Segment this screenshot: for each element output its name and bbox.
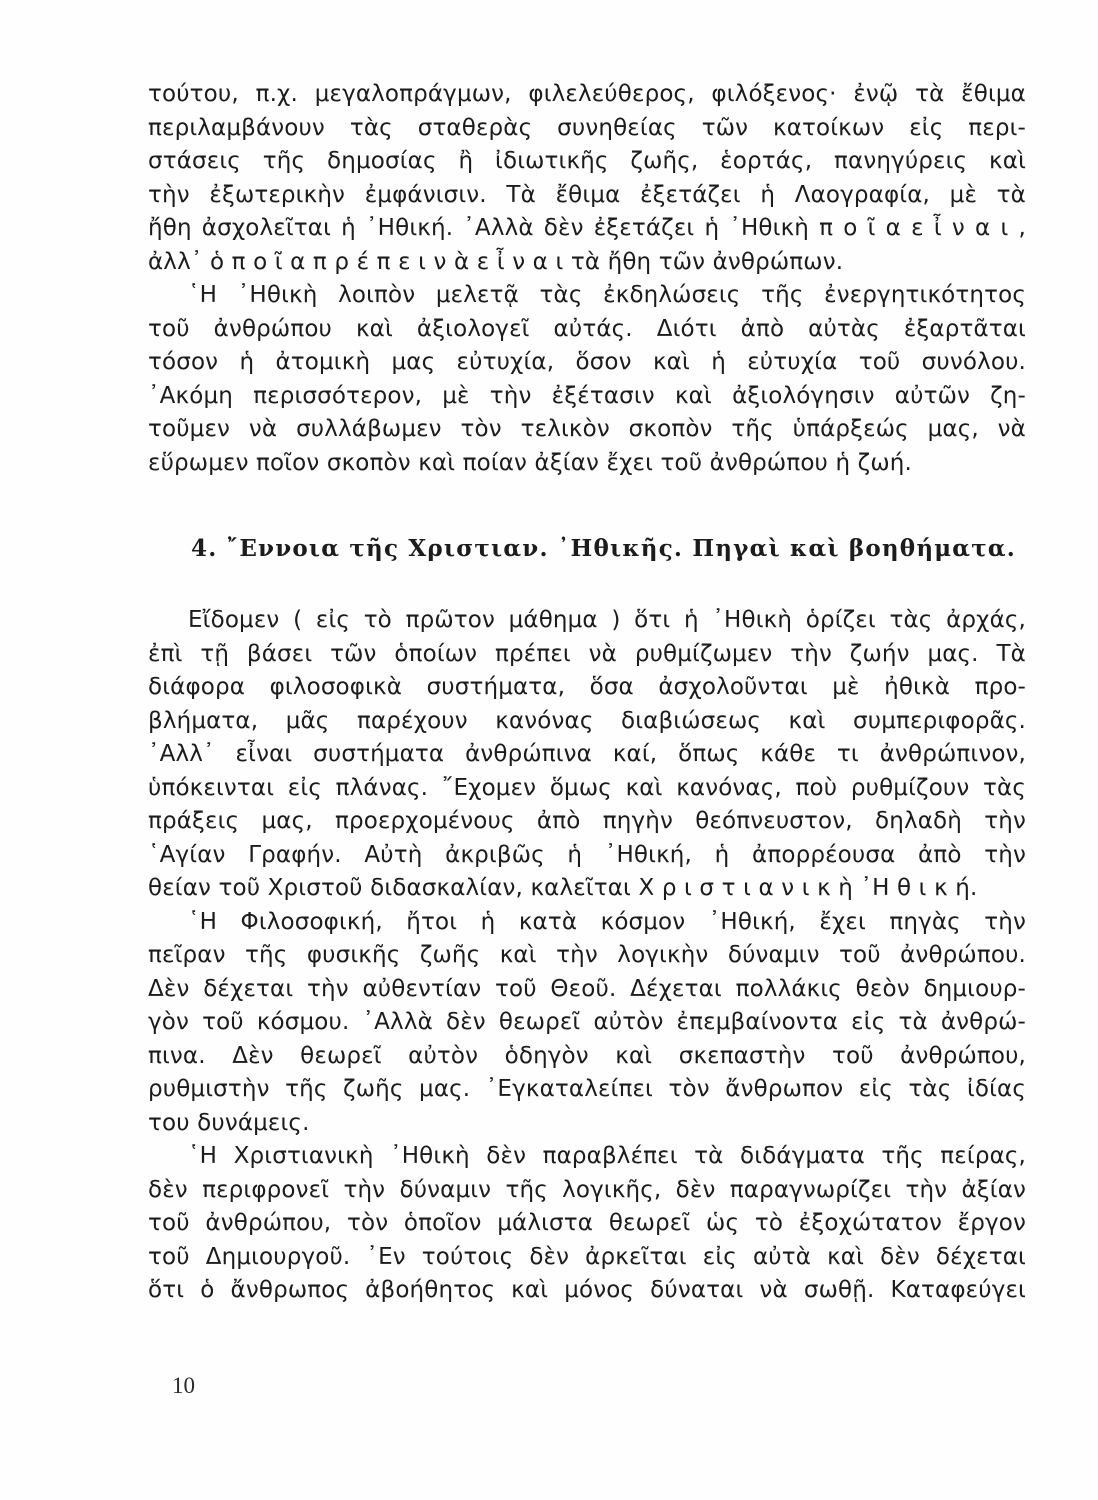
text-line: διάφορα φιλοσοφικὰ συστήματα, ὅσα ἀσχολοῦνται μὲ ἠθικὰ προ- xyxy=(148,674,1026,700)
text-line: στάσεις τῆς δημοσίας ἢ ἰδιωτικῆς ζωῆς, ἑορτάς, πανηγύρεις καὶ xyxy=(148,148,1026,174)
text-line: τοῦ ἀνθρώπου καὶ ἀξιολογεῖ αὐτάς. Διότι ἀπὸ αὐτὰς ἐξαρτᾶται xyxy=(148,315,1026,342)
paragraph-2 xyxy=(148,906,1026,1141)
text-line: ὅτι ὁ ἄνθρωπος ἀβοήθητος καὶ μόνος δύναται νὰ σωθῇ. Καταφεύγει xyxy=(148,1277,1026,1303)
text-line: ᾿Αλλ᾿ εἶναι συστήματα ἀνθρώπινα καί, ὅπως κάθε τι ἀνθρώπινον, xyxy=(148,741,1026,767)
section-heading-block xyxy=(148,532,1026,566)
text-line: δὲν περιφρονεῖ τὴν δύναμιν τῆς λογικῆς, δὲν παραγνωρίζει τὴν ἀξίαν xyxy=(148,1176,1026,1203)
text-line: ῾Η Φιλοσοφική, ἤτοι ἡ κατὰ κόσμον ᾿Ηθική, ἔχει πηγὰς τὴν xyxy=(188,908,1026,935)
paragraph-1 xyxy=(148,604,1026,906)
text-line: τοῦ ἀνθρώπου, τὸν ὁποῖον μάλιστα θεωρεῖ ὡς τὸ ἐξοχώτατον ἔργον xyxy=(148,1210,1026,1236)
text-line: ρυθμιστὴν τῆς ζωῆς μας. ᾿Εγκαταλείπει τὸν ἄνθρωπον εἰς τὰς ἰδίας xyxy=(148,1076,1026,1102)
text-line: τούτου, π.χ. μεγαλοπράγμων, φιλελεύθερος, φιλόξενος· ἐνῷ τὰ ἔθιμα xyxy=(148,81,1026,107)
page-number: 10 xyxy=(172,1373,195,1398)
text-line: τοῦ Δημιουργοῦ. ᾿Εν τούτοις δὲν ἀρκεῖται εἰς αὐτὰ καὶ δὲν δέχεται xyxy=(148,1243,1026,1270)
section-heading: 4. ῎Εννοια τῆς Χριστιαν. ᾿Ηθικῆς. Πηγαὶ καὶ βοηθήματα. xyxy=(191,535,1016,562)
text-line: ἐπὶ τῇ βάσει τῶν ὁποίων πρέπει νὰ ρυθμίζωμεν τὴν ζωήν μας. Τὰ xyxy=(148,640,1026,667)
text-line: του δυνάμεις. xyxy=(148,1109,310,1136)
paragraph-3 xyxy=(148,1140,1026,1308)
text-line: ῾Η Χριστιανικὴ ᾿Ηθικὴ δὲν παραβλέπει τὰ διδάγματα τῆς πείρας, xyxy=(188,1143,1026,1169)
text-line: πράξεις μας, προερχομένους ἀπὸ πηγὴν θεόπνευστον, δηλαδὴ τὴν xyxy=(148,808,1026,834)
text-line: πινα. Δὲν θεωρεῖ αὐτὸν ὁδηγὸν καὶ σκεπαστὴν τοῦ ἀνθρώπου, xyxy=(148,1042,1026,1069)
text-line: Εἴδομεν ( εἰς τὸ πρῶτον μάθημα ) ὅτι ἡ ᾿Ηθικὴ ὁρίζει τὰς ἀρχάς, xyxy=(188,607,1026,633)
text-line: ῾Η ᾿Ηθικὴ λοιπὸν μελετᾷ τὰς ἐκδηλώσεις τῆς ἐνεργητικότητος xyxy=(188,282,1026,308)
body-text xyxy=(148,604,1026,1308)
text-line: εὕρωμεν ποῖον σκοπὸν καὶ ποίαν ἀξίαν ἔχει τοῦ ἀνθρώπου ἡ ζωή. xyxy=(148,449,912,476)
text-line: ἀλλ᾿ ὁ π ο ῖ α π ρ έ π ε ι ν ὰ ε ἶ ν α ι τὰ ἤθη τῶν ἀνθρώπων. xyxy=(148,248,844,275)
text-line: περιλαμβάνουν τὰς σταθερὰς συνηθείας τῶν κατοίκων εἰς περι- xyxy=(148,114,1026,141)
text-line: τοῦμεν νὰ συλλάβωμεν τὸν τελικὸν σκοπὸν τῆς ὑπάρξεώς μας, νὰ xyxy=(148,416,1026,442)
text-line: βλήματα, μᾶς παρέχουν κανόνας διαβιώσεως καὶ συμπεριφορᾶς. xyxy=(148,707,1026,734)
text-line: τὴν ἐξωτερικὴν ἐμφάνισιν. Τὰ ἔθιμα ἐξετάζει ἡ Λαογραφία, μὲ τὰ xyxy=(148,181,1026,208)
text-line: Δὲν δέχεται τὴν αὐθεντίαν τοῦ Θεοῦ. Δέχεται πολλάκις θεὸν δημιουρ- xyxy=(148,975,1026,1002)
text-line: γὸν τοῦ κόσμου. ᾿Αλλὰ δὲν θεωρεῖ αὐτὸν ἐπεμβαίνοντα εἰς τὰ ἀνθρώ- xyxy=(148,1009,1026,1035)
text-line: θείαν τοῦ Χριστοῦ διδασκαλίαν, καλεῖται Χ ρ ι σ τ ι α ν ι κ ὴ ᾿Η θ ι κ ή. xyxy=(148,875,978,901)
text-line: ᾿Ακόμη περισσότερον, μὲ τὴν ἐξέτασιν καὶ ἀξιολόγησιν αὐτῶν ζη- xyxy=(148,382,1026,409)
text-line: ὑπόκεινται εἰς πλάνας. ῎Εχομεν ὅμως καὶ κανόνας, ποὺ ρυθμίζουν τὰς xyxy=(148,774,1026,801)
text-line: τόσον ἡ ἀτομικὴ μας εὐτυχία, ὅσον καὶ ἡ εὐτυχία τοῦ συνόλου. xyxy=(148,349,1026,375)
text-line: πεῖραν τῆς φυσικῆς ζωῆς καὶ τὴν λογικὴν δύναμιν τοῦ ἀνθρώπου. xyxy=(148,942,1026,968)
text-line: ῾Αγίαν Γραφήν. Αὐτὴ ἀκριβῶς ἡ ᾿Ηθική, ἡ ἀπορρέουσα ἀπὸ τὴν xyxy=(148,841,1026,868)
text-line: ἤθη ἀσχολεῖται ἡ ᾿Ηθική. ᾿Αλλὰ δὲν ἐξετάζει ἡ ᾿Ηθικὴ π ο ῖ α ε ἶ ν α ι , xyxy=(148,215,1026,241)
paragraph-top xyxy=(148,78,1026,480)
